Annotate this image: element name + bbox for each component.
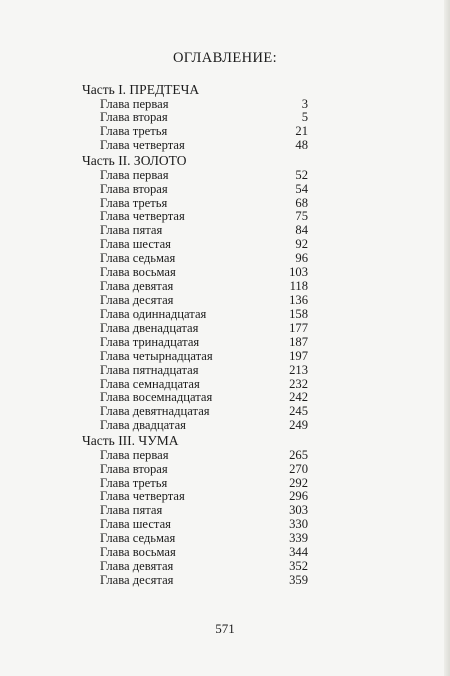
toc-entry xyxy=(82,169,308,183)
toc-entry xyxy=(82,378,308,392)
toc-entry xyxy=(82,294,308,308)
chapter-label: Глава третья xyxy=(100,195,168,210)
chapter-page-number: 21 xyxy=(295,124,308,139)
toc-entry xyxy=(82,322,308,336)
toc-entry xyxy=(82,518,308,532)
part-heading: Часть I. ПРЕДТЕЧА xyxy=(82,82,200,97)
chapter-page-number: 5 xyxy=(301,110,308,125)
chapter-page-number: 158 xyxy=(289,306,308,321)
toc-title: ОГЛАВЛЕНИЕ: xyxy=(172,50,278,66)
toc-entry xyxy=(82,449,308,463)
chapter-page-number: 292 xyxy=(289,475,308,490)
chapter-page-number: 242 xyxy=(289,390,308,405)
toc-entry xyxy=(82,391,308,405)
table-of-contents xyxy=(82,82,308,588)
chapter-page-number: 52 xyxy=(295,167,308,182)
toc-entry xyxy=(82,504,308,518)
chapter-page-number: 352 xyxy=(289,559,308,574)
toc-entry xyxy=(82,280,308,294)
chapter-label: Глава десятая xyxy=(100,573,174,587)
toc-entry xyxy=(82,350,308,364)
chapter-label: Глава пятая xyxy=(100,223,163,238)
toc-entry xyxy=(82,574,308,588)
chapter-page-number: 118 xyxy=(289,279,308,294)
chapter-label: Глава седьмая xyxy=(100,251,176,266)
chapter-label: Глава третья xyxy=(100,124,168,139)
toc-entry xyxy=(82,546,308,560)
chapter-label: Глава вторая xyxy=(100,181,168,196)
chapter-label: Глава одиннадцатая xyxy=(100,306,207,321)
chapter-page-number: 197 xyxy=(289,348,308,363)
toc-entry xyxy=(82,405,308,419)
chapter-label: Глава шестая xyxy=(100,237,171,252)
chapter-page-number: 344 xyxy=(289,545,308,560)
chapter-label: Глава девятнадцатая xyxy=(100,404,210,419)
chapter-page-number: 136 xyxy=(289,292,308,307)
chapter-label: Глава четвертая xyxy=(100,209,185,224)
part-heading: Часть II. ЗОЛОТО xyxy=(82,153,187,169)
toc-entry xyxy=(82,197,308,211)
chapter-page-number: 303 xyxy=(289,503,308,518)
chapter-label: Глава двенадцатая xyxy=(100,320,199,335)
chapter-label: Глава седьмая xyxy=(100,531,176,546)
toc-entry xyxy=(82,490,308,504)
toc-entry xyxy=(82,560,308,574)
chapter-page-number: 48 xyxy=(295,138,308,153)
chapter-page-number: 68 xyxy=(295,195,308,210)
chapter-label: Глава семнадцатая xyxy=(100,376,200,391)
toc-entry xyxy=(82,98,308,112)
chapter-page-number: 54 xyxy=(295,181,308,196)
toc-entry xyxy=(82,477,308,491)
chapter-label: Глава пятнадцатая xyxy=(100,362,199,377)
chapter-page-number: 359 xyxy=(289,573,308,587)
chapter-page-number: 84 xyxy=(295,223,308,238)
toc-entry xyxy=(82,532,308,546)
chapter-page-number: 3 xyxy=(301,96,308,111)
chapter-page-number: 75 xyxy=(295,209,308,224)
toc-entry xyxy=(82,252,308,266)
chapter-label: Глава восьмая xyxy=(100,545,176,560)
chapter-label: Глава двадцатая xyxy=(100,418,186,433)
toc-entry xyxy=(82,308,308,322)
chapter-label: Глава первая xyxy=(100,96,169,111)
chapter-label: Глава четырнадцатая xyxy=(100,348,213,363)
toc-entry xyxy=(82,463,308,477)
chapter-page-number: 339 xyxy=(289,531,308,546)
chapter-page-number: 249 xyxy=(289,418,308,433)
chapter-page-number: 265 xyxy=(289,447,308,462)
toc-entry xyxy=(82,364,308,378)
chapter-label: Глава первая xyxy=(100,447,169,462)
part-heading: Часть III. ЧУМА xyxy=(82,433,179,449)
toc-entry xyxy=(82,266,308,280)
chapter-page-number: 187 xyxy=(289,334,308,349)
toc-entry xyxy=(82,224,308,238)
chapter-page-number: 213 xyxy=(289,362,308,377)
chapter-page-number: 232 xyxy=(289,376,308,391)
chapter-label: Глава десятая xyxy=(100,292,174,307)
chapter-label: Глава первая xyxy=(100,167,169,182)
chapter-label: Глава девятая xyxy=(100,559,174,574)
toc-entry xyxy=(82,125,308,139)
chapter-label: Глава четвертая xyxy=(100,138,185,153)
toc-entry xyxy=(82,419,308,433)
chapter-label: Глава восьмая xyxy=(100,265,176,280)
chapter-label: Глава вторая xyxy=(100,110,168,125)
toc-entry xyxy=(82,139,308,153)
toc-entry xyxy=(82,238,308,252)
chapter-page-number: 245 xyxy=(289,404,308,419)
chapter-label: Глава вторая xyxy=(100,461,168,476)
chapter-page-number: 296 xyxy=(289,489,308,504)
toc-entry xyxy=(82,183,308,197)
chapter-label: Глава четвертая xyxy=(100,489,185,504)
chapter-label: Глава восемнадцатая xyxy=(100,390,213,405)
chapter-page-number: 270 xyxy=(289,461,308,476)
chapter-label: Глава тринадцатая xyxy=(100,334,200,349)
chapter-page-number: 103 xyxy=(289,265,308,280)
page-number: 571 xyxy=(215,621,235,636)
chapter-label: Глава пятая xyxy=(100,503,163,518)
toc-entry xyxy=(82,336,308,350)
chapter-label: Глава третья xyxy=(100,475,168,490)
toc-entry xyxy=(82,210,308,224)
page-edge xyxy=(444,0,450,676)
chapter-page-number: 177 xyxy=(289,320,308,335)
chapter-label: Глава шестая xyxy=(100,517,171,532)
chapter-label: Глава девятая xyxy=(100,279,174,294)
chapter-page-number: 330 xyxy=(289,517,308,532)
chapter-page-number: 92 xyxy=(295,237,308,252)
chapter-page-number: 96 xyxy=(295,251,308,266)
toc-entry xyxy=(82,111,308,125)
